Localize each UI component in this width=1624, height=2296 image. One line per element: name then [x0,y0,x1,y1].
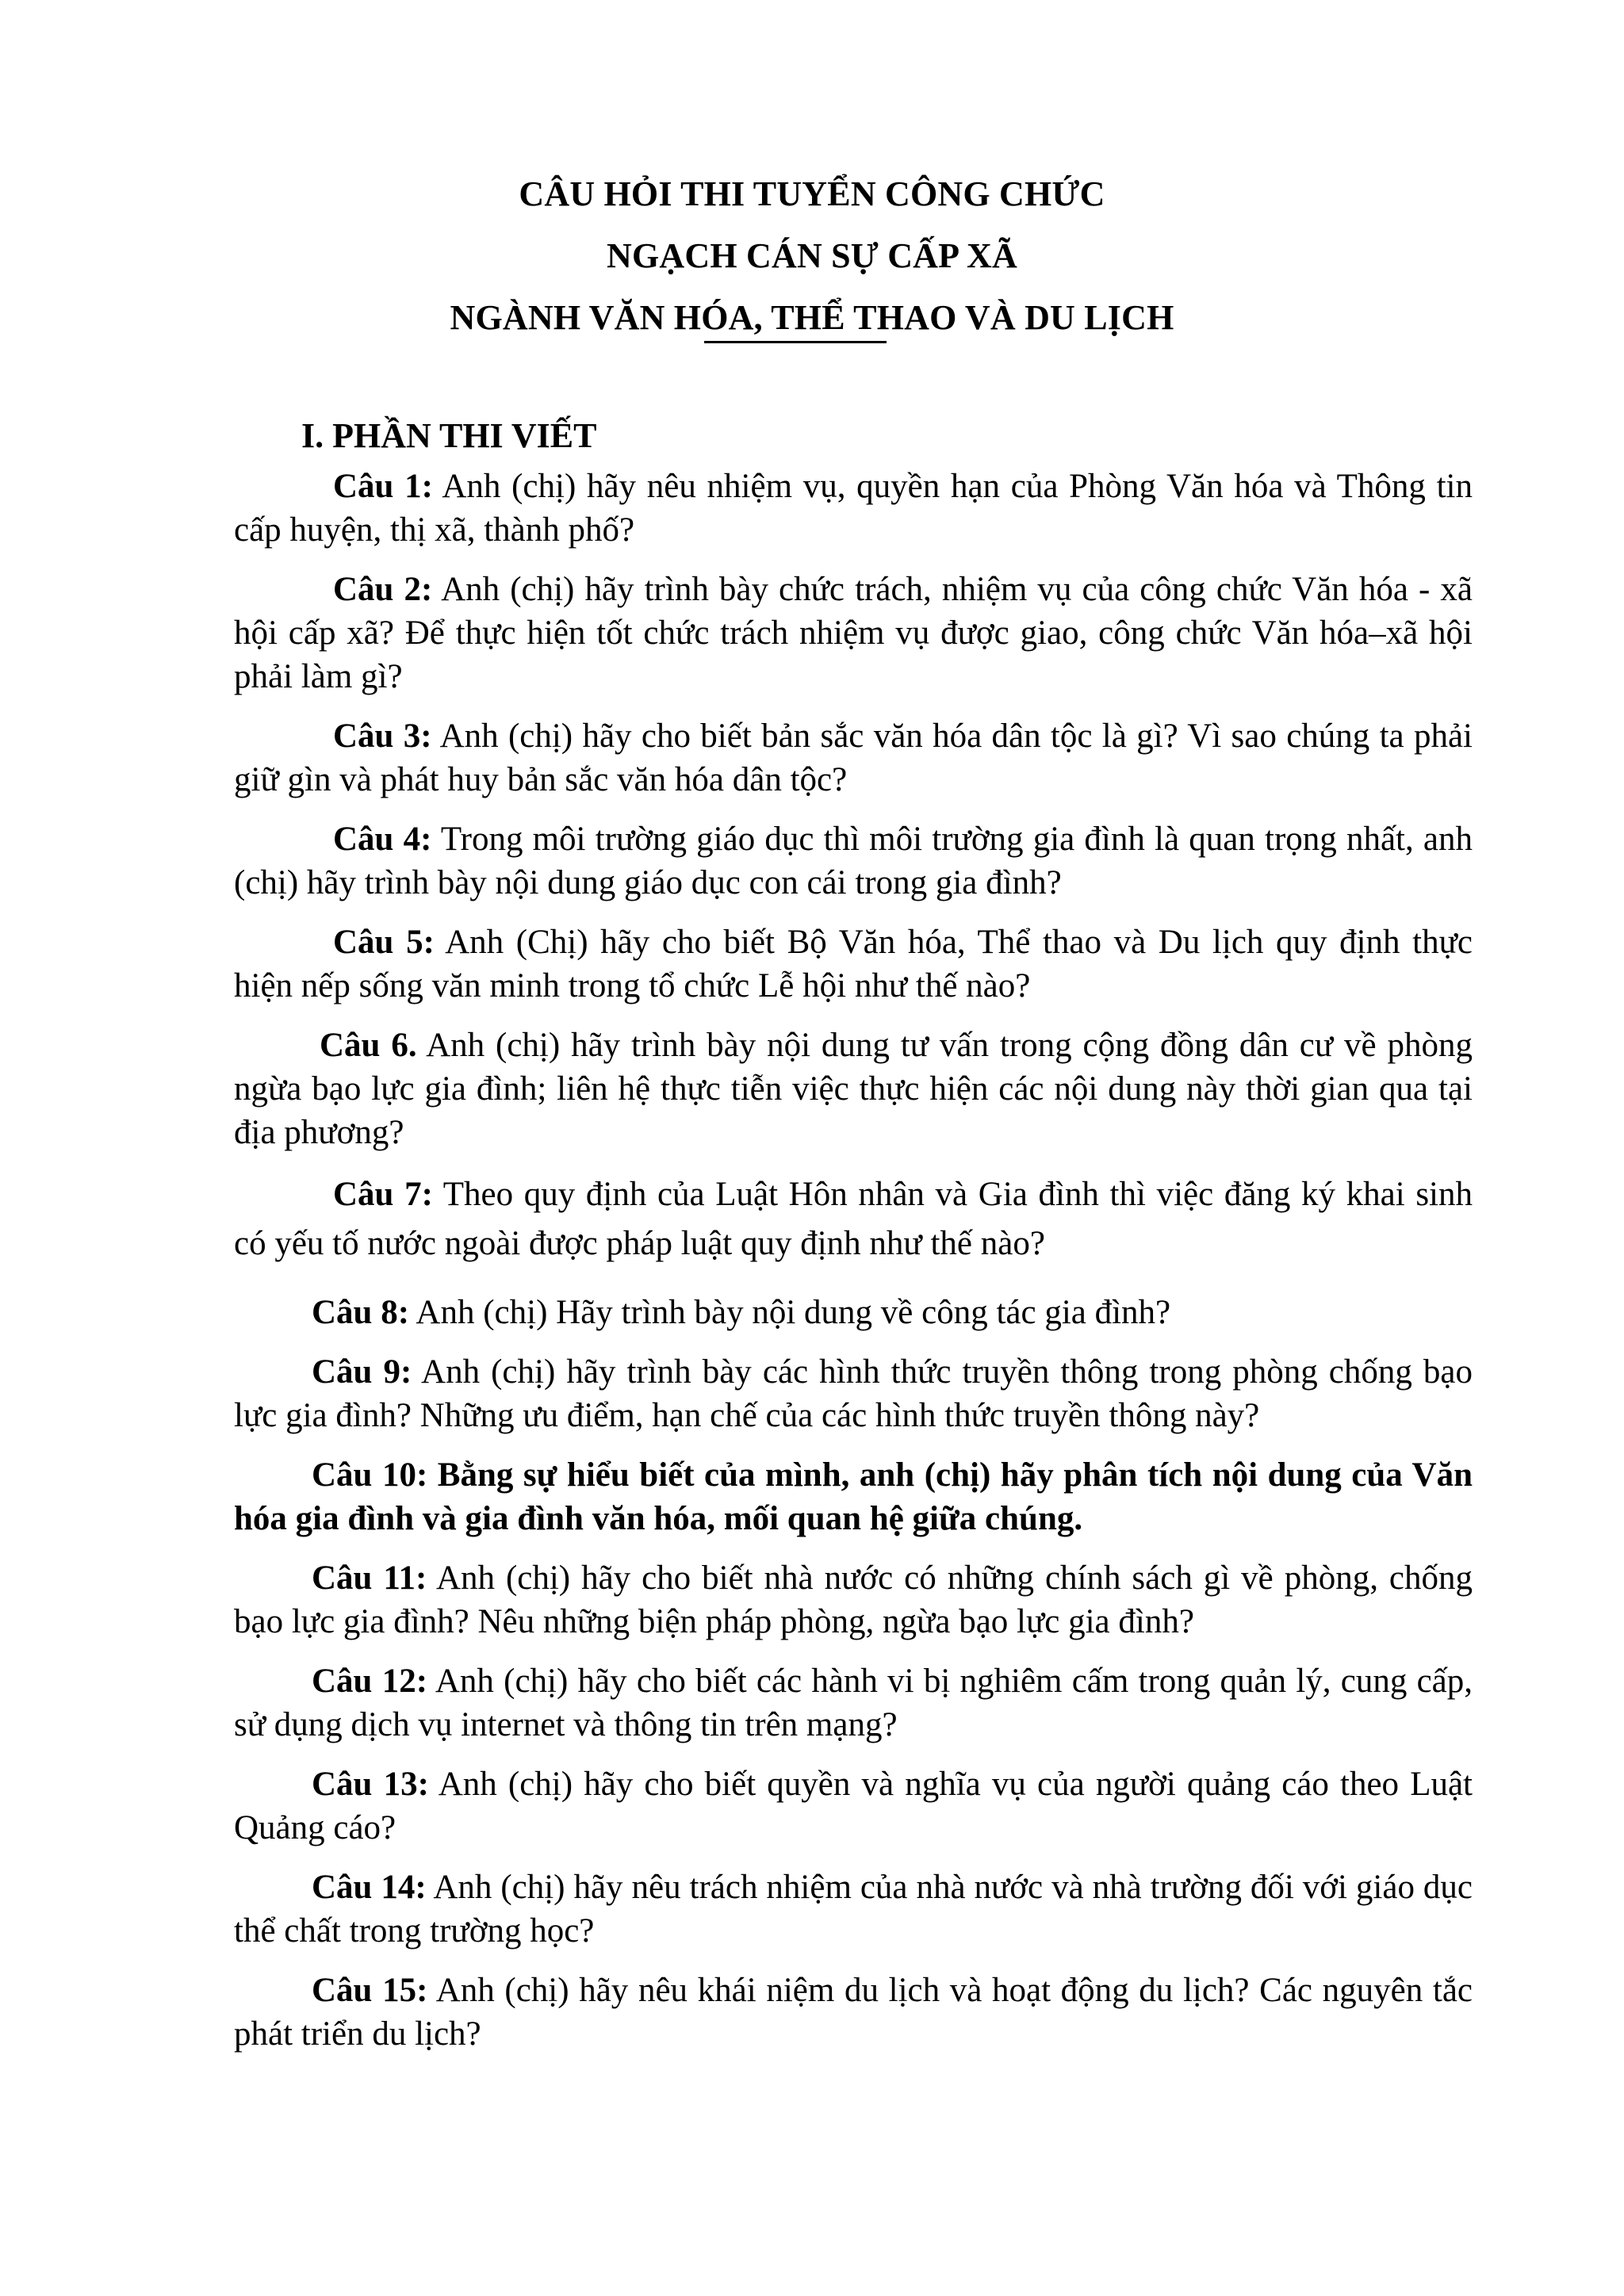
question-item [234,1556,1473,1644]
question-label: Câu 15: [312,1972,428,2009]
question-label: Câu 8: [312,1294,410,1331]
question-label: Câu 11: [312,1559,427,1597]
question-label: Câu 10: [312,1456,428,1494]
document-title [0,163,1624,349]
question-item [234,1170,1473,1269]
question-label: Câu 3: [333,718,432,755]
question-item [234,817,1473,905]
question-text: Anh (chị) hãy nêu trách nhiệm của nhà nước và nhà trường đối với giáo dục thể chất trong trường học? [234,1869,1473,1950]
question-item [234,568,1473,698]
title-line-2: NGẠCH CÁN SỰ CẤP XÃ [607,236,1017,275]
question-text: Anh (chị) hãy trình bày các hình thức truyền thông trong phòng chống bạo lực gia đình? Những ưu điểm, hạn chế của các hình thức truyền thông này? [234,1353,1473,1434]
question-label: Câu 2: [333,571,433,608]
question-text: Anh (chị) hãy cho biết nhà nước có những chính sách gì về phòng, chống bạo lực gia đình? Nêu những biện pháp phòng, ngừa bạo lực gia đình? [234,1559,1473,1640]
question-text: Anh (chị) hãy trình bày chức trách, nhiệm vụ của công chức Văn hóa - xã hội cấp xã? Để thực hiện tốt chức trách nhiệm vụ được giao, công chức Văn hóa–xã hội phải làm gì? [234,571,1473,695]
question-text: Theo quy định của Luật Hôn nhân và Gia đình thì việc đăng ký khai sinh có yếu tố nước ngoài được pháp luật quy định như thế nào? [234,1176,1473,1262]
question-text: Bằng sự hiểu biết của mình, anh (chị) hãy phân tích nội dung của Văn hóa gia đình và gia đình văn hóa, mối quan hệ giữa chúng. [234,1456,1473,1537]
question-text: Anh (chị) hãy nêu nhiệm vụ, quyền hạn của Phòng Văn hóa và Thông tin cấp huyện, thị xã, thành phố? [234,468,1473,549]
question-text: Anh (chị) hãy nêu khái niệm du lịch và hoạt động du lịch? Các nguyên tắc phát triển du lịch? [234,1972,1473,2053]
question-text: Anh (chị) hãy trình bày nội dung tư vấn trong cộng đồng dân cư về phòng ngừa bạo lực gia đình; liên hệ thực tiễn việc thực hiện các nội dung này thời gian qua tại địa phương? [234,1027,1473,1151]
question-label: Câu 4: [333,821,432,858]
question-text: Anh (chị) Hãy trình bày nội dung về công tác gia đình? [409,1294,1171,1331]
question-item [234,1024,1473,1154]
question-item [234,714,1473,802]
title-underline-divider [704,341,887,343]
question-item [234,465,1473,552]
question-item [234,1762,1473,1850]
question-text: Anh (chị) hãy cho biết các hành vi bị nghiêm cấm trong quản lý, cung cấp, sử dụng dịch vụ internet và thông tin trên mạng? [234,1663,1473,1743]
question-item [234,1453,1473,1540]
question-label: Câu 12: [312,1663,428,1700]
question-label: Câu 7: [333,1176,433,1213]
question-label: Câu 14: [312,1869,427,1906]
question-text: Trong môi trường giáo dục thì môi trường gia đình là quan trọng nhất, anh (chị) hãy trình bày nội dung giáo dục con cái trong gia đình? [234,821,1473,901]
question-text: Anh (chị) hãy cho biết bản sắc văn hóa dân tộc là gì? Vì sao chúng ta phải giữ gìn và phát huy bản sắc văn hóa dân tộc? [234,718,1473,798]
title-line-3: NGÀNH VĂN HÓA, THỂ THAO VÀ DU LỊCH [450,298,1174,337]
question-item [234,1659,1473,1747]
question-item [234,1291,1473,1334]
question-list [234,465,1473,2072]
question-item [234,1350,1473,1437]
title-line-1: CÂU HỎI THI TUYỂN CÔNG CHỨC [519,174,1105,213]
question-item [234,1969,1473,2056]
question-label: Câu 1: [333,468,433,505]
question-label: Câu 9: [312,1353,412,1391]
question-label: Câu 6. [320,1027,417,1064]
question-item [234,1866,1473,1953]
question-text: Anh (Chị) hãy cho biết Bộ Văn hóa, Thể thao và Du lịch quy định thực hiện nếp sống văn minh trong tổ chức Lễ hội như thế nào? [234,924,1473,1004]
question-item [234,920,1473,1008]
question-label: Câu 13: [312,1766,429,1803]
question-label: Câu 5: [333,924,435,961]
question-text: Anh (chị) hãy cho biết quyền và nghĩa vụ của người quảng cáo theo Luật Quảng cáo? [234,1766,1473,1846]
section-heading: I. PHẦN THI VIẾT [301,416,597,455]
